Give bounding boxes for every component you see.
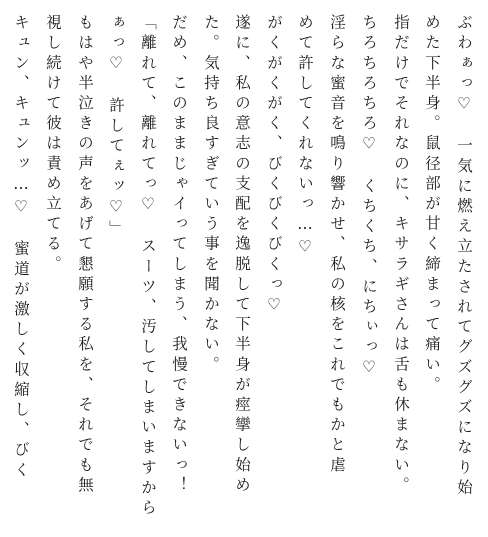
text-line-10: だめ、このままじゃイってしまう、我慢できないっ！ bbox=[170, 14, 188, 497]
text-line-8: 遂に、私の意志の支配を逸脱して下半身が痙攣し始め bbox=[233, 14, 251, 497]
text-line-2: めた下半身。鼠径部が甘く締まって痛い。 bbox=[423, 14, 441, 396]
text-line-6: めて許してくれないっ…♡ bbox=[296, 14, 314, 261]
text-line-13: もはや半泣きの声をあげて懇願する私を、それでも無 bbox=[76, 14, 94, 497]
text-line-11: 「離れて、離れてっ♡ スーツ、汚してしまいますから bbox=[139, 14, 157, 519]
text-line-12: ぁっ♡ 許してぇッ♡」 bbox=[107, 14, 125, 241]
text-line-3: 指だけでそれなのに、キサラギさんは舌も休まない。 bbox=[392, 14, 410, 497]
text-line-5: 淫らな蜜音を鳴り響かせ、私の核をこれでもかと虐 bbox=[328, 14, 346, 477]
text-line-15: キュン、キュンッ…♡ 蜜道が激しく収縮し、びく bbox=[12, 14, 30, 482]
text-line-4: ちろちろちろ♡ くちくち、にちぃっ♡ bbox=[360, 14, 378, 381]
text-line-7: がくがくがく、びくびくびくっ♡ bbox=[265, 14, 283, 318]
text-line-1: ぶわぁっ♡ 一気に燃え立たされてグズグズになり始 bbox=[455, 14, 473, 499]
text-line-14: 視し続けて彼は責め立てる。 bbox=[44, 14, 62, 276]
text-line-9: た。気持ち良すぎていう事を聞かない。 bbox=[202, 14, 220, 376]
